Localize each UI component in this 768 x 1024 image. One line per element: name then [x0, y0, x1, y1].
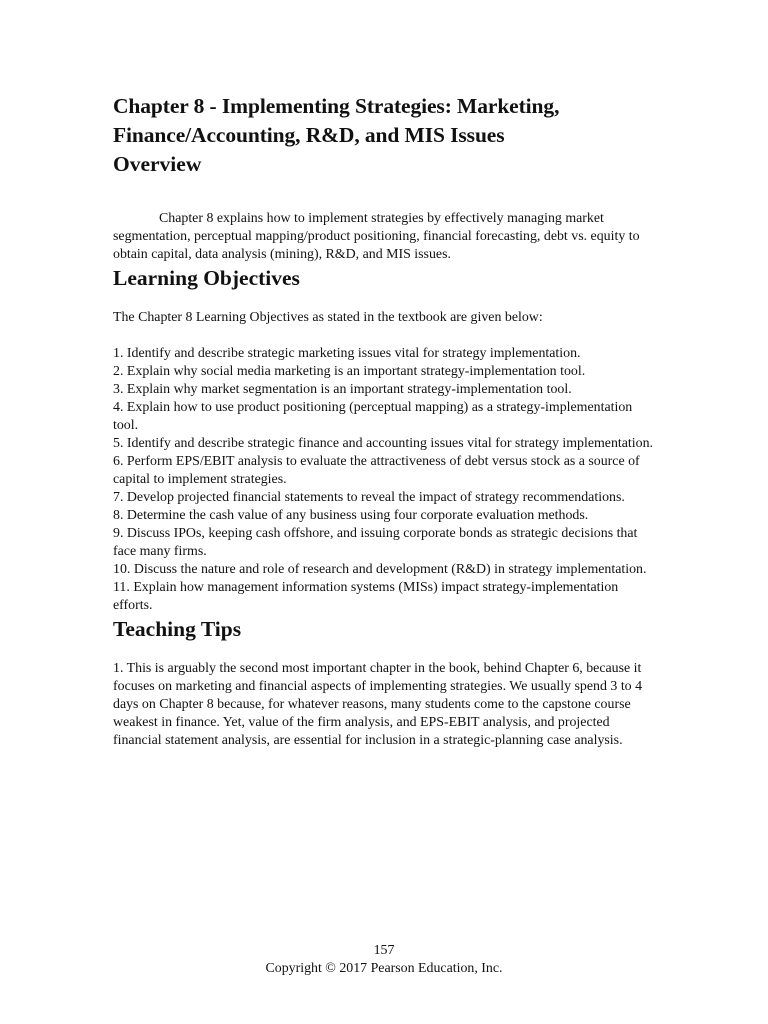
- objective-item: 3. Explain why market segmentation is an important strategy-implementation tool.: [113, 382, 572, 397]
- learning-objectives-intro: The Chapter 8 Learning Objectives as stated in the textbook are given below:: [113, 310, 543, 325]
- objective-item: 5. Identify and describe strategic finance and accounting issues vital for strategy implementation.: [113, 436, 654, 451]
- overview-paragraph: Chapter 8 explains how to implement strategies by effectively managing market segmentation, perceptual mapping/product positioning, financial forecasting, debt vs. equity to obtain capital, data analysis (mining), R&D, and MIS issues.: [113, 211, 640, 262]
- objective-item: 1. Identify and describe strategic marketing issues vital for strategy implementation.: [113, 346, 581, 361]
- learning-objectives-heading: Learning Objectives: [113, 266, 300, 290]
- copyright-notice: Copyright © 2017 Pearson Education, Inc.: [265, 961, 503, 976]
- objective-item: 6. Perform EPS/EBIT analysis to evaluate the attractiveness of debt versus stock as a source of capital to implement strategies.: [113, 454, 640, 487]
- chapter-title: Chapter 8 - Implementing Strategies: Marketing, Finance/Accounting, R&D, and MIS Issues: [113, 94, 560, 147]
- teaching-tips-heading: Teaching Tips: [113, 617, 242, 641]
- objective-item: 7. Develop projected financial statements to reveal the impact of strategy recommendations.: [113, 490, 625, 505]
- page-number: 157: [373, 943, 395, 958]
- objective-item: 11. Explain how management information systems (MISs) impact strategy-implementation efforts.: [113, 580, 619, 613]
- objective-item: 8. Determine the cash value of any business using four corporate evaluation methods.: [113, 508, 589, 523]
- learning-objectives-list: [113, 345, 658, 615]
- objective-item: 10. Discuss the nature and role of research and development (R&D) in strategy implementation.: [113, 562, 647, 577]
- page-content: [113, 92, 658, 750]
- overview-heading: Overview: [113, 152, 202, 176]
- objective-item: 2. Explain why social media marketing is an important strategy-implementation tool.: [113, 364, 586, 379]
- objective-item: 9. Discuss IPOs, keeping cash offshore, and issuing corporate bonds as strategic decisions that face many firms.: [113, 526, 638, 559]
- objective-item: 4. Explain how to use product positioning (perceptual mapping) as a strategy-implementation tool.: [113, 400, 633, 433]
- teaching-tips-paragraph: 1. This is arguably the second most important chapter in the book, behind Chapter 6, because it focuses on marketing and financial aspects of implementing strategies. We usually spend 3 to 4 days on Chapter 8 because, for whatever reasons, many students come to the capstone course weakest in finance. Yet, value of the firm analysis, and EPS-EBIT analysis, and projected financial statement analysis, are essential for inclusion in a strategic-planning case analysis.: [113, 661, 643, 748]
